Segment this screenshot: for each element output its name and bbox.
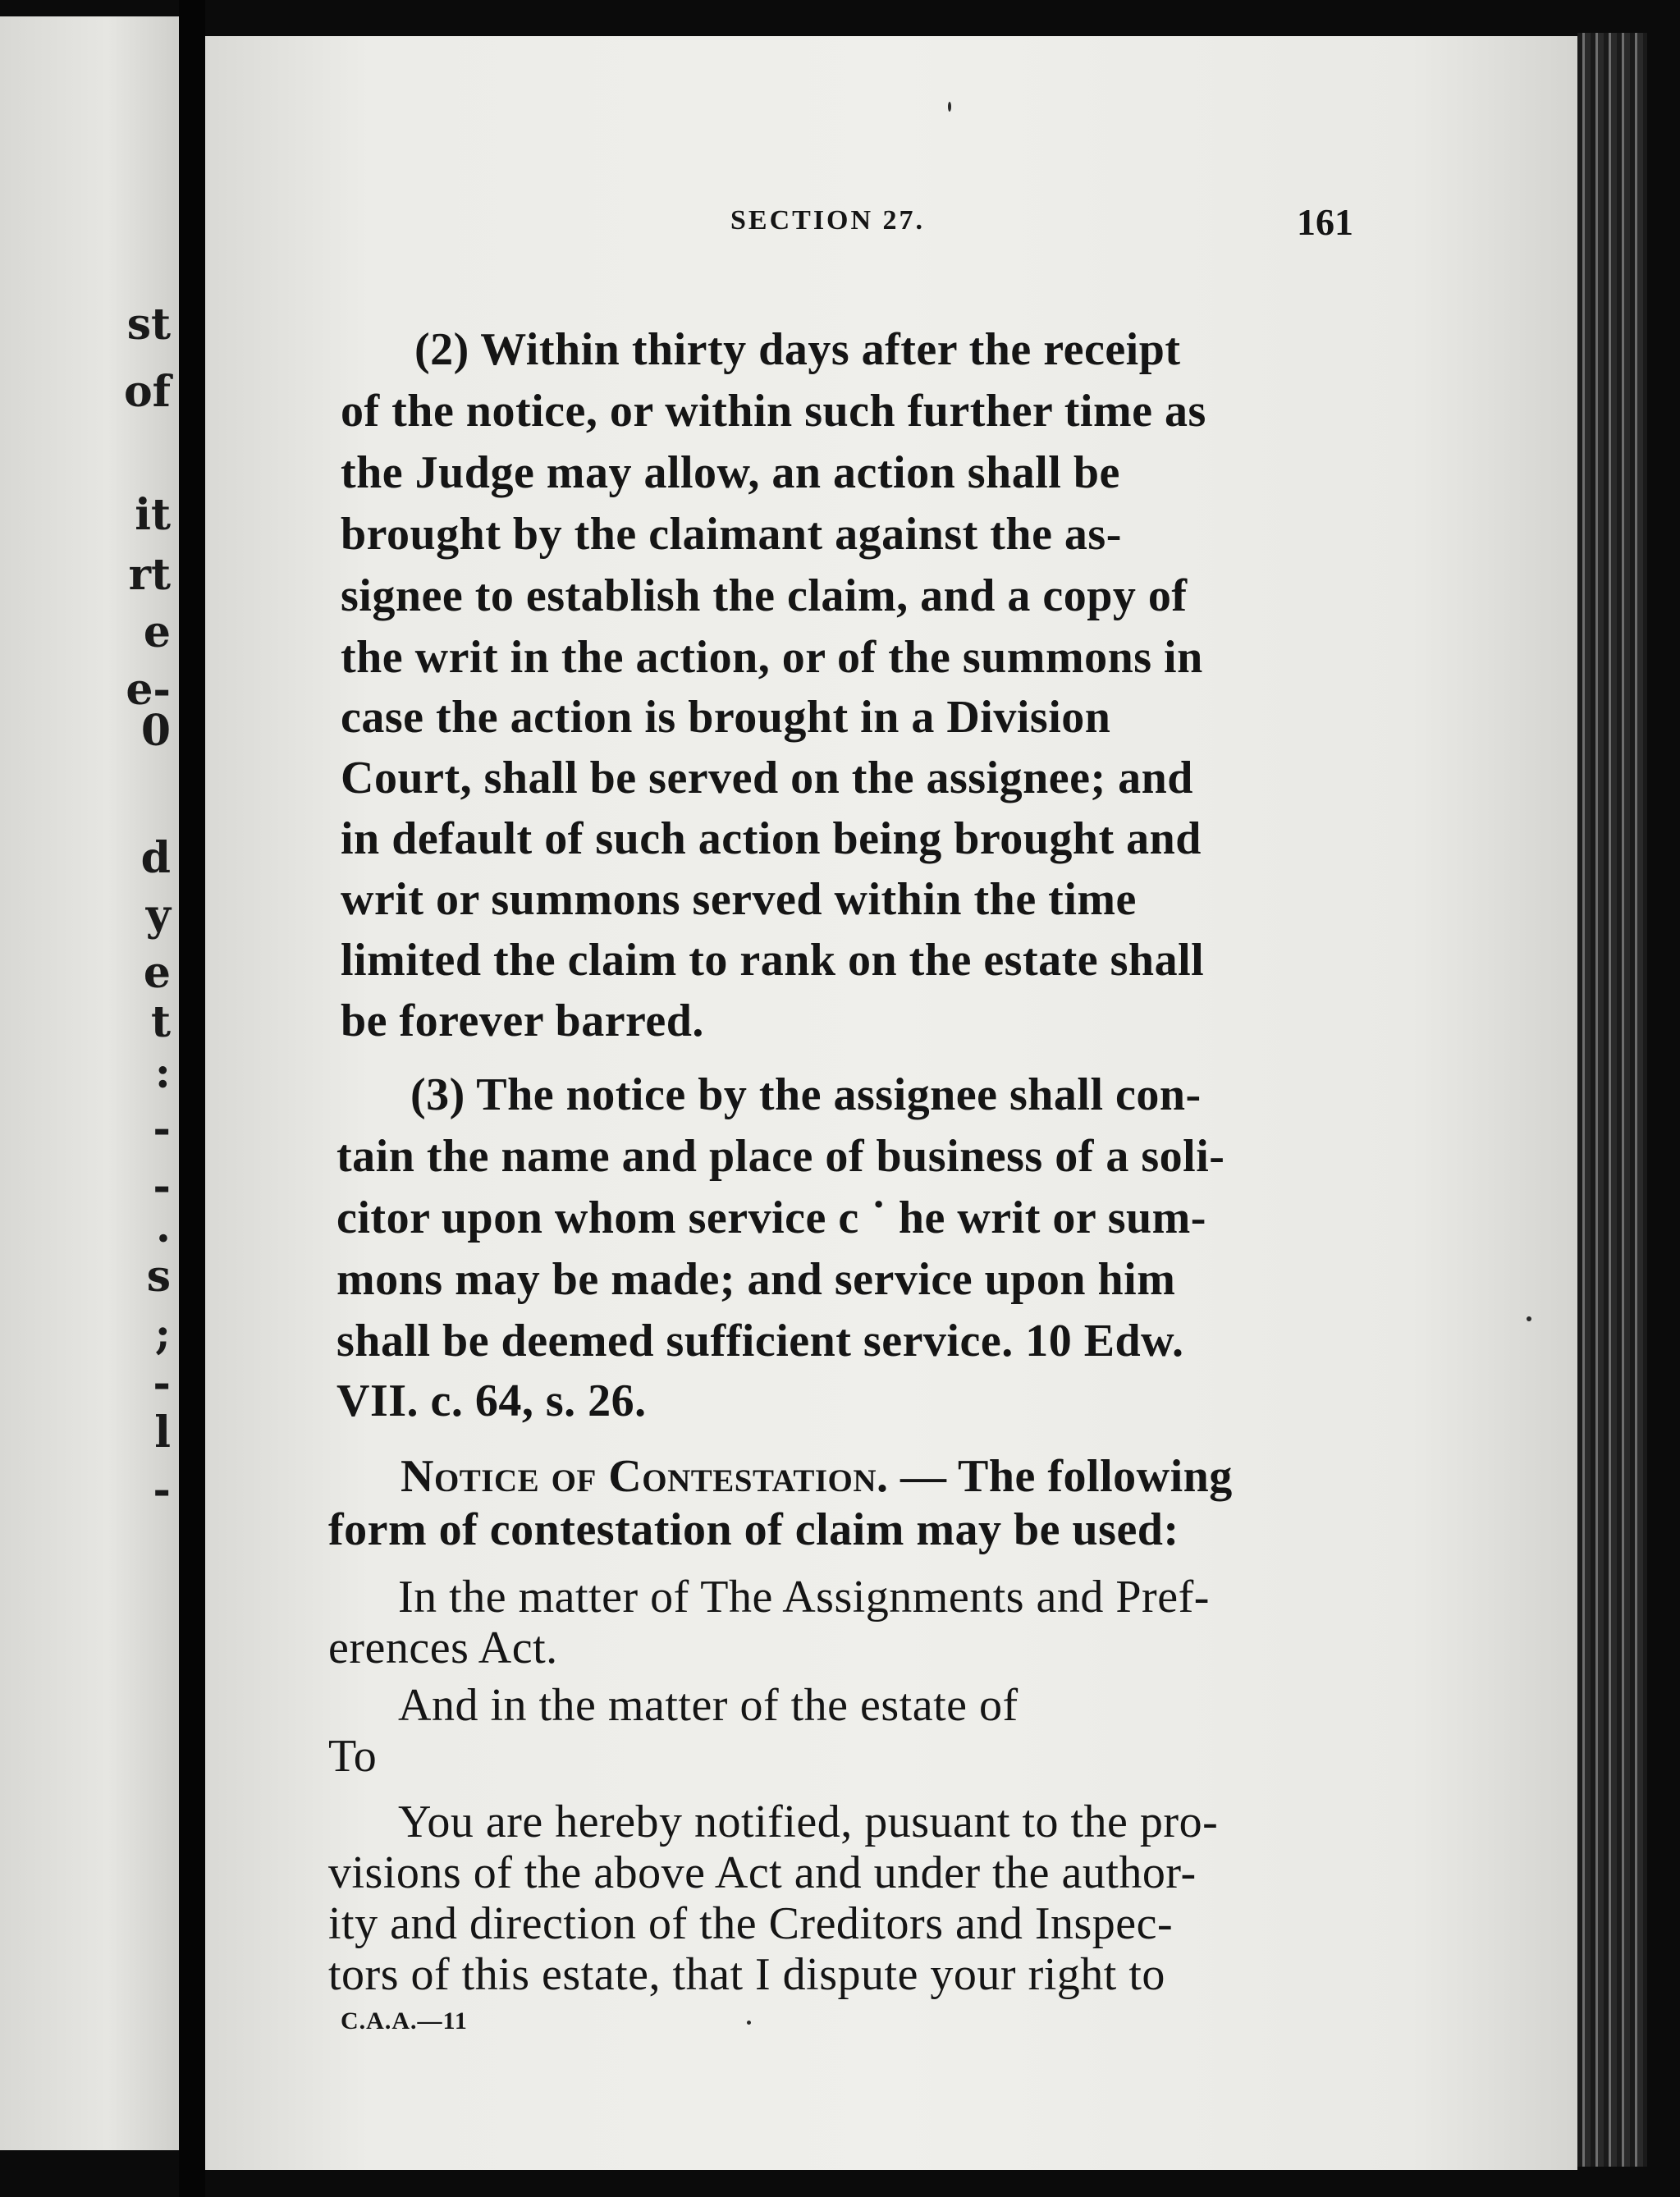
text-line: tain the name and place of business of a soli- — [336, 1131, 1225, 1182]
signature-mark: C.A.A.—11 — [341, 2007, 468, 2035]
notice-heading: Notice of Contestation. — [401, 1451, 889, 1502]
form-line: erences Act. — [328, 1623, 558, 1673]
text-line: of the notice, or within such further time as — [341, 386, 1206, 437]
facing-text-fragment: st — [126, 300, 171, 350]
text-line: (2) Within thirty days after the receipt — [414, 324, 1181, 375]
form-line: You are hereby notified, pusuant to the pro- — [398, 1797, 1219, 1847]
facing-text-fragment: e — [143, 607, 171, 657]
scan-speck — [747, 2021, 751, 2025]
facing-text-fragment: 0 — [140, 706, 171, 756]
text-line: Court, shall be served on the assignee; and — [341, 753, 1193, 803]
notice-intro-text: — The following — [888, 1451, 1233, 1502]
text-line: VII. c. 64, s. 26. — [336, 1375, 647, 1426]
scan-speck — [1527, 1316, 1531, 1321]
text-line: case the action is brought in a Division — [341, 692, 1111, 743]
facing-text-fragment: - — [153, 1104, 171, 1154]
facing-text-fragment: l — [154, 1407, 171, 1458]
notice-intro-line — [401, 1452, 1233, 1501]
text-line: (3) The notice by the assignee shall con- — [410, 1069, 1202, 1120]
text-line: form of contestation of claim may be used: — [328, 1504, 1179, 1555]
facing-text-fragment: e- — [126, 665, 171, 715]
facing-text-fragment: of — [123, 367, 171, 417]
facing-text-fragment: d — [140, 833, 171, 883]
facing-text-fragment: s — [146, 1252, 171, 1302]
facing-text-fragment: - — [153, 1465, 171, 1515]
facing-text-fragment: t — [150, 997, 171, 1047]
text-line: mons may be made; and service upon him — [336, 1254, 1176, 1305]
facing-text-fragment: ; — [154, 1309, 171, 1359]
facing-text-fragment: y — [145, 890, 171, 941]
form-line: To — [328, 1731, 378, 1782]
scan-border — [1647, 0, 1680, 2197]
text-line: signee to establish the claim, and a copy of — [341, 570, 1188, 621]
facing-text-fragment: . — [155, 1202, 171, 1252]
scan-speck — [948, 102, 951, 112]
facing-text-fragment: - — [153, 1161, 171, 1211]
facing-text-fragment: : — [154, 1048, 171, 1098]
book-gutter — [179, 0, 205, 2197]
text-line: writ or summons served within the time — [341, 874, 1137, 925]
facing-text-fragment: it — [135, 490, 171, 540]
text-line: in default of such action being brought and — [341, 813, 1202, 864]
facing-page-fragment — [0, 16, 179, 2150]
facing-text-fragment: - — [153, 1358, 171, 1408]
text-line: limited the claim to rank on the estate shall — [341, 935, 1205, 986]
page-number: 161 — [1297, 201, 1353, 243]
form-line: In the matter of The Assignments and Pref- — [398, 1572, 1210, 1623]
facing-text-fragment: e — [143, 948, 171, 998]
running-head: SECTION 27. — [730, 205, 926, 236]
facing-text-fragment: rt — [128, 550, 171, 600]
page-edge-stack — [1577, 33, 1647, 2167]
form-line: And in the matter of the estate of — [398, 1680, 1019, 1731]
text-line: brought by the claimant against the as- — [341, 509, 1122, 560]
form-line: visions of the above Act and under the author- — [328, 1847, 1197, 1898]
text-line: the Judge may allow, an action shall be — [341, 447, 1120, 498]
text-line: shall be deemed sufficient service. 10 Edw. — [336, 1316, 1184, 1366]
form-line: ity and direction of the Creditors and Inspec- — [328, 1898, 1174, 1949]
text-line: the writ in the action, or of the summons in — [341, 632, 1203, 683]
text-line: be forever barred. — [341, 996, 704, 1046]
text-line: citor upon whom service c ˙ he writ or sum- — [336, 1192, 1206, 1243]
main-page — [205, 36, 1577, 2170]
form-line: tors of this estate, that I dispute your right to — [328, 1949, 1165, 2000]
